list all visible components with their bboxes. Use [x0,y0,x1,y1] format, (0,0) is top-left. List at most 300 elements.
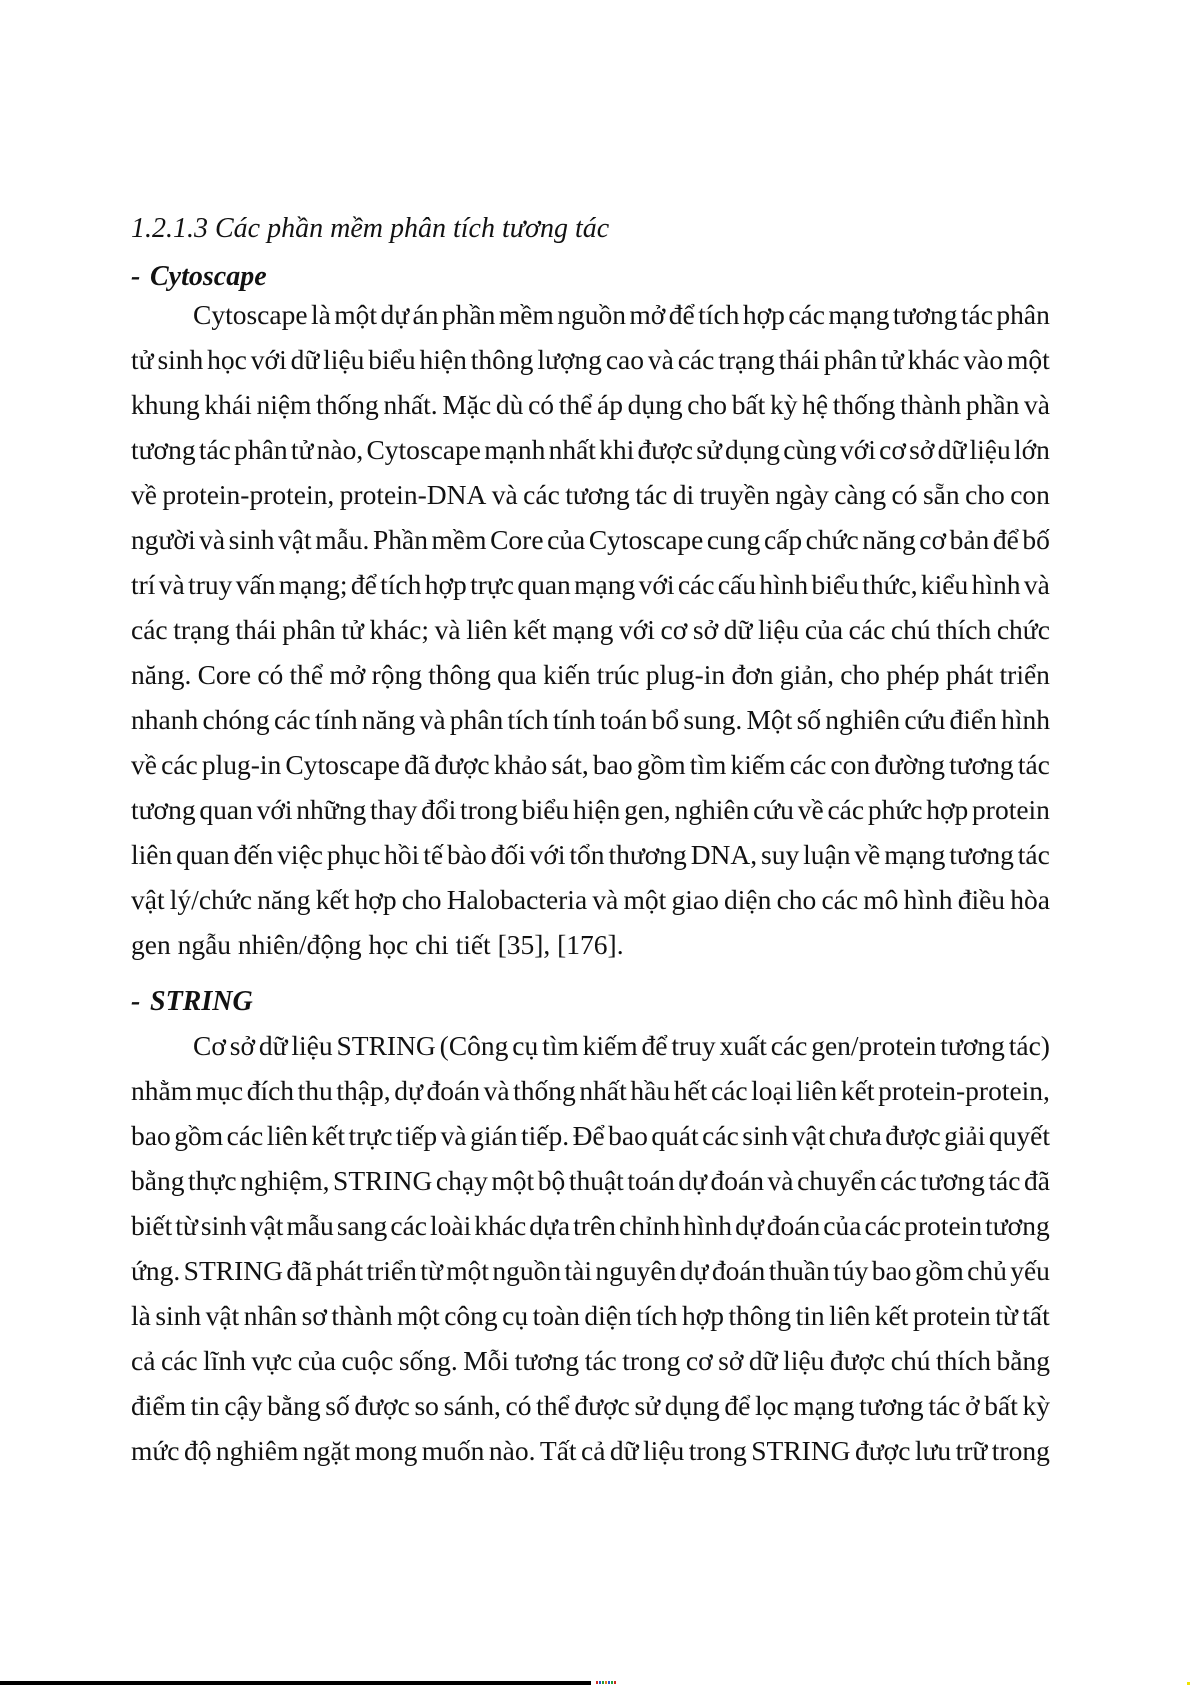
word: kết [513,614,547,645]
word: tác [584,1345,617,1376]
word: loại [751,1075,793,1106]
word: tương [985,1210,1050,1241]
word: được [885,1120,941,1151]
word: Một [746,704,793,735]
word: thể [289,659,324,690]
bullet-dash: - [131,986,141,1017]
word: vào [963,344,1004,375]
footer-rule [0,1681,591,1685]
word: bổ [651,704,680,735]
word: kết [840,1075,875,1106]
word: thái [235,614,277,645]
word: các [864,1210,902,1241]
word: vật [205,1300,240,1331]
word: tích [380,569,422,600]
word: nào, [316,434,364,465]
word: dự [380,299,410,330]
word: tổn [569,839,605,870]
word: hợp [742,299,785,330]
word: cả [581,1435,606,1466]
word: loài [429,1210,472,1241]
word: của [547,524,586,555]
word: STRING [183,1255,283,1286]
word: của [823,1210,862,1241]
word: Cytoscape [366,434,481,465]
word: chức [805,524,859,555]
word: và [483,1075,510,1106]
word: quan [199,794,253,825]
word: sinh [200,1210,247,1241]
word: chóng [202,704,270,735]
word: mục [195,1075,244,1106]
word: so [414,1390,439,1421]
word: Mặc [442,389,492,420]
word: hiện [572,794,621,825]
word: bất [984,1390,1018,1421]
paragraph-line [131,427,1050,472]
word: sử [634,1390,661,1421]
word: các [677,344,715,375]
paragraph-line [131,1383,1050,1428]
word: ngày [775,479,829,510]
word: hồi [384,839,420,870]
word: xuất [719,1030,767,1061]
word: trữ [955,1435,988,1466]
word: để [350,569,377,600]
word: thập, [336,1075,391,1106]
word: về [854,839,881,870]
word: mềm [431,524,487,555]
word: mẫu. [315,524,370,555]
word: tiếp. [520,1120,570,1151]
word: tin [190,1390,220,1421]
word: tế [423,839,444,870]
word: truy [188,569,233,600]
word: các [677,569,715,600]
word: biết [131,1210,173,1241]
word: truy [671,1030,716,1061]
paragraph-line [131,292,1050,337]
paragraph-line [131,1113,1050,1158]
word: liệu [969,434,1011,465]
paragraph-line [131,1203,1050,1248]
paragraph-line [131,697,1050,742]
word: quan [517,569,571,600]
word: trong [460,794,519,825]
word: lớn [1013,434,1050,465]
word: một [334,299,378,330]
word: tương [949,749,1014,780]
word: nghiên [825,704,901,735]
word: Core [197,659,252,690]
color-dash [608,1681,610,1684]
word: tác [198,434,231,465]
paragraph-line [131,1068,1050,1113]
word: giải [944,1120,986,1151]
paragraph-line [131,607,1050,652]
word: tương [514,1345,580,1376]
word: cho [840,659,880,690]
word: được [574,1390,630,1421]
word: tác [635,479,668,510]
word: bằng [996,1345,1050,1376]
word: thay [369,794,418,825]
word: đích [246,1075,295,1106]
word: đến [233,839,274,870]
word: dụng [725,434,781,465]
word: cho [965,479,1005,510]
word: giao [671,884,719,915]
word: toán [627,1165,675,1196]
word: toàn [532,1300,580,1331]
word: trực [470,569,515,600]
word: tác [1017,749,1050,780]
word: cho [401,884,442,915]
word: có [528,389,555,420]
word: để [724,1390,751,1421]
paragraph-line [131,1293,1050,1338]
word: phát [315,1255,364,1286]
word: kiến [543,659,591,690]
paragraph-line [131,787,1050,832]
word: hình [971,569,1021,600]
paragraph-line [131,1158,1050,1203]
word: kết [874,1300,909,1331]
word: được [637,434,693,465]
word: tương [565,479,630,510]
word: điểm [131,1390,186,1421]
word: liên [266,1120,308,1151]
word: để [992,524,1019,555]
word: bằng [131,1165,185,1196]
word: liên [796,1075,838,1106]
word: tương [859,1390,924,1421]
word: thu [297,1075,333,1106]
paragraph-line: gen ngẫu nhiên/động học chi tiết [35], [176]. [131,929,624,960]
word: cơ [660,614,688,645]
word: bào [446,839,487,870]
paragraph-line [131,1248,1050,1293]
word: STRING [333,1165,433,1196]
word: STRING [336,1030,436,1061]
word: ứng. [131,1255,181,1286]
word: của [804,614,844,645]
word: cơ [919,524,947,555]
word: Để [572,1120,605,1151]
word: các [821,884,859,915]
word: tử [290,434,314,465]
word: thích [936,614,992,645]
paragraph-line [131,742,1050,787]
word: nào. [488,1435,536,1466]
word: phần [965,389,1020,420]
word: Cytoscape [193,299,308,330]
word: hết [673,1075,708,1106]
word: chạy [435,1165,488,1196]
word: biểu [521,794,570,825]
word: các [788,299,825,330]
word: thông [428,659,491,690]
word: các [390,1210,427,1241]
word: sơ [301,1300,327,1331]
word: thống [316,389,379,420]
word: năng [257,884,311,915]
word: thể [536,1390,570,1421]
word: sinh [157,344,204,375]
word: hợp [354,884,397,915]
word: và [1024,389,1050,420]
word: tìm [542,1030,579,1061]
word: hầu [630,1075,671,1106]
word: nghiên [674,794,750,825]
word: Cytoscape [588,524,704,555]
word: tiếp [395,1120,438,1151]
word: liệu [291,1030,333,1061]
word: thuần [768,1255,830,1286]
word: các [523,479,560,510]
word: muốn [421,1435,485,1466]
word: cơ [685,1345,713,1376]
word: dụng [627,389,683,420]
word: khái [204,389,252,420]
word: chú [890,614,931,645]
word: chủ [967,1255,1007,1286]
word: liên [131,839,173,870]
word: vật [131,884,165,915]
word: cấu [717,569,756,600]
word: mẫu [286,1210,334,1241]
word: phân [996,299,1050,330]
word: nhất [548,434,596,465]
word: thích [935,1345,991,1376]
word: protein [904,1210,983,1241]
word: một [623,884,667,915]
word: từ [175,1210,198,1241]
word: đổi [421,794,457,825]
word: dự [679,1255,709,1286]
word: phục [326,839,381,870]
word: rộng [371,659,422,690]
word: nhằm [131,1075,193,1106]
word: vực [251,1345,293,1376]
word: số [796,704,822,735]
word: dựa [529,1210,571,1241]
word: kiếm [582,1030,638,1061]
word: gen/protein [811,1030,937,1061]
word: lượng [537,344,602,375]
word: hòa [1010,884,1050,915]
word: đoán [710,1165,764,1196]
word: (Công [439,1030,509,1061]
word: tương [892,299,958,330]
color-dash [614,1681,616,1684]
word: Mỗi [463,1345,510,1376]
word: năng [361,704,416,735]
word: các [770,1030,808,1061]
word: luận [803,839,851,870]
word: triển [999,659,1050,690]
word: với [529,839,566,870]
word: diện [584,1300,632,1331]
word: kỳ [769,389,798,420]
word: sở [692,614,719,645]
word: cậy [224,1390,263,1421]
word: các [273,704,311,735]
word: mạng [574,569,636,600]
word: cụ [512,1030,539,1061]
word: bao [608,1120,648,1151]
word: và [158,569,185,600]
word: Cơ [193,1030,226,1061]
word: những [296,794,367,825]
word: phát [945,659,994,690]
color-dash [599,1681,601,1684]
word: đối [490,839,526,870]
word: án [412,299,439,330]
word: toán [600,704,648,735]
word: phép [886,659,940,690]
word: thái [778,344,820,375]
word: đoán [426,1075,480,1106]
word: trí [131,569,156,600]
word: DNA, [690,839,758,870]
word: lưu [914,1435,952,1466]
word: khác; [369,614,430,645]
word: nguồn [557,299,626,330]
word: mạng; [278,569,348,600]
word: sử [696,434,722,465]
word: thống [832,389,896,420]
paragraph-line [131,1428,1050,1473]
word: trạng [173,614,230,645]
word: đơn [731,659,774,690]
word: tương [949,839,1014,870]
word: khác [474,1210,527,1241]
word: protein-DNA [339,479,487,510]
word: cung [706,524,761,555]
subsection-title-string [131,979,1050,1024]
word: hình [1001,704,1050,735]
word: được [829,1345,886,1376]
word: từ [995,1300,1018,1331]
word: có [891,479,918,510]
word: thành [331,1300,393,1331]
word: và [767,1165,794,1196]
word: biểu [368,344,416,375]
word: Core [490,524,544,555]
word: cơ [879,434,906,465]
word: ngặt [302,1435,351,1466]
word: các [789,749,827,780]
word: yếu [1010,1255,1050,1286]
word: sánh, [443,1390,501,1421]
word: dụng [664,1390,720,1421]
word: hợp [926,794,969,825]
word: tương [131,794,196,825]
word: protein [912,1300,991,1331]
word: sống. [398,1345,458,1376]
word: sẵn [922,479,960,510]
word: để [668,299,695,330]
word: protein-protein, [878,1075,1050,1106]
word: dữ [748,1345,778,1376]
footer-color-dashes [596,1681,616,1684]
word: các [131,614,168,645]
paragraph-line [131,517,1050,562]
word: mở [329,659,366,690]
word: liên [829,1300,871,1331]
word: chức [996,614,1050,645]
word: chỉnh [618,1210,681,1241]
word: các [161,749,198,780]
color-dash [602,1681,604,1684]
word: cụ [502,1300,529,1331]
word: với [638,569,675,600]
word: tương [131,434,196,465]
word: nhanh [131,704,199,735]
word: người [131,524,196,555]
word: năng [862,524,916,555]
paragraph-line [131,382,1050,427]
word: khảo [493,749,548,780]
word: sinh [742,1120,789,1151]
word: từ [420,1255,443,1286]
word: các [160,1345,198,1376]
word: bố [1022,524,1050,555]
word: phân [823,344,878,375]
word: có [505,1390,532,1421]
word: dự [678,1165,707,1196]
paragraph-cytoscape [131,292,1050,967]
word: tất [1022,1300,1050,1331]
word: nhân [243,1300,298,1331]
word: và [592,884,619,915]
word: công [444,1300,498,1331]
word: dữ [609,1435,639,1466]
word: tác [1017,839,1050,870]
word: các [880,1165,917,1196]
word: gồm [914,1255,964,1286]
paragraph-line [131,1338,1050,1383]
word: thành [900,389,962,420]
word: tác [960,299,993,330]
word: giản, [779,659,834,690]
word: mạng [552,614,614,645]
word: được [354,1390,410,1421]
paragraph-line [131,472,1050,517]
word: với [250,344,287,375]
word: nhất. [383,389,438,420]
word: tác) [1008,1030,1050,1061]
word: Tất [539,1435,577,1466]
word: tích [698,299,740,330]
paragraph-line [131,337,1050,382]
paragraph-line [131,652,1050,697]
word: túy [833,1255,869,1286]
word: các [827,794,865,825]
word: trong [622,1345,681,1376]
color-dash [605,1681,607,1684]
word: trên [573,1210,616,1241]
word: việc [277,839,323,870]
word: tài [564,1255,593,1286]
word: niệm [256,389,312,420]
word: gián [470,1120,518,1151]
word: và [419,704,446,735]
word: con [830,749,871,780]
word: sở [909,434,935,465]
word: mong [354,1435,418,1466]
